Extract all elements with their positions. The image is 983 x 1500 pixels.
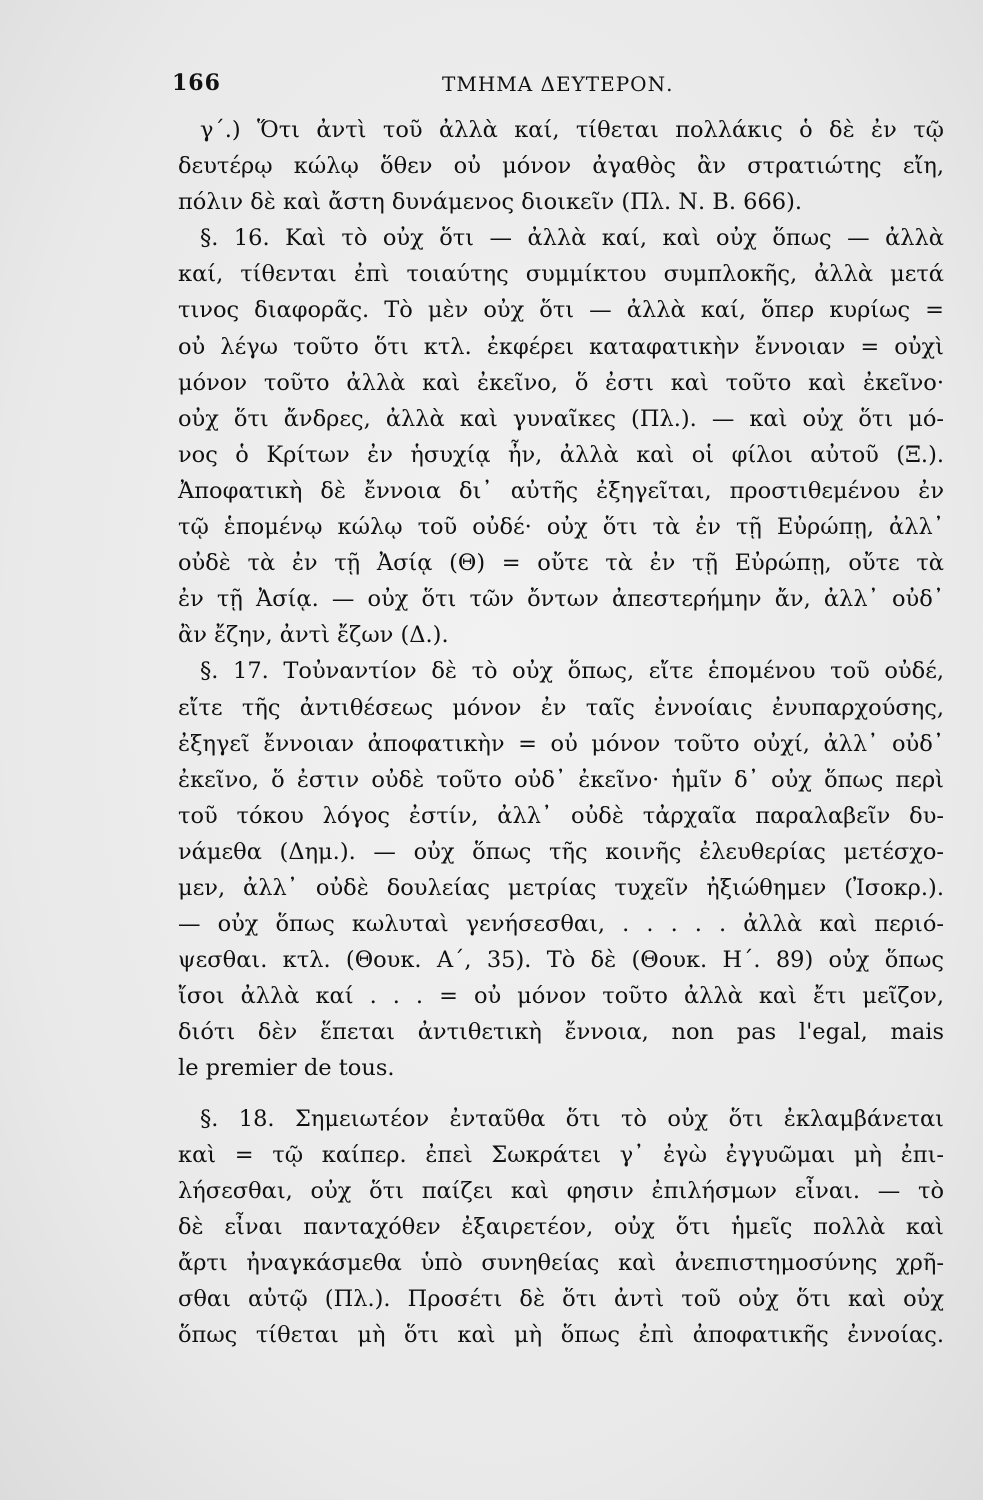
text-line: ἂν ἔζην, ἀντὶ ἔζων (Δ.). — [178, 622, 449, 649]
text-line: ἐν τῇ Ἀσίᾳ. — οὐχ ὅτι τῶν ὄντων ἀπεστερήμην ἄν, ἀλλ᾽ οὐδ᾽ — [178, 586, 944, 613]
text-line: δὲ εἶναι πανταχόθεν ἐξαιρετέον, οὐχ ὅτι ἡμεῖς πολλὰ καὶ — [178, 1213, 944, 1240]
section-16-heading-line: §. 16. Καὶ τὸ οὐχ ὅτι — ἀλλὰ καί, καὶ οὐχ ὅπως — ἀλλὰ — [200, 225, 944, 252]
text-line: οὐδὲ τὰ ἐν τῇ Ἀσίᾳ (Θ) = οὔτε τὰ ἐν τῇ Εὐρώπῃ, οὔτε τὰ — [178, 550, 944, 577]
running-head: ΤΜΗΜΑ ΔΕΥΤΕΡΟΝ. — [442, 72, 674, 96]
text-line: ἄρτι ἠναγκάσμεθα ὑπὸ συνηθείας καὶ ἀνεπιστημοσύνης χρῆ- — [178, 1249, 944, 1276]
text-line: εἴτε τῆς ἀντιθέσεως μόνον ἐν ταῖς ἐννοίαις ἐνυπαρχούσης, — [178, 694, 944, 721]
text-line: λήσεσθαι, οὐχ ὅτι παίζει καὶ φησιν ἐπιλήσμων εἶναι. — τὸ — [178, 1177, 944, 1204]
text-line: ἐκεῖνο, ὅ ἐστιν οὐδὲ τοῦτο οὐδ᾽ ἐκεῖνο· ἡμῖν δ᾽ οὐχ ὅπως περὶ — [178, 766, 944, 793]
section-17-heading-line: §. 17. Τοὐναντίον δὲ τὸ οὐχ ὅπως, εἴτε ἑπομένου τοῦ οὐδέ, — [200, 658, 944, 685]
text-line: νος ὁ Κρίτων ἐν ἡσυχίᾳ ἦν, ἀλλὰ καὶ οἱ φίλοι αὐτοῦ (Ξ.). — [178, 441, 944, 468]
text-line: καὶ = τῷ καίπερ. ἐπεὶ Σωκράτει γ᾽ ἐγὼ ἐγγυῶμαι μὴ ἐπι- — [178, 1141, 944, 1168]
text-line: μόνον τοῦτο ἀλλὰ καὶ ἐκεῖνο, ὅ ἐστι καὶ τοῦτο καὶ ἐκεῖνο· — [178, 369, 944, 396]
text-line: μεν, ἀλλ᾽ οὐδὲ δουλείας μετρίας τυχεῖν ἠξιώθημεν (Ἰσοκρ.). — [178, 874, 944, 901]
text-line: δευτέρῳ κώλῳ ὅθεν οὐ μόνον ἀγαθὸς ἂν στρατιώτης εἴη, — [178, 153, 944, 180]
text-line: ἐξηγεῖ ἔννοιαν ἀποφατικὴν = οὐ μόνον τοῦτο οὐχί, ἀλλ᾽ οὐδ᾽ — [178, 730, 944, 757]
text-line: πόλιν δὲ καὶ ἄστη δυνάμενος διοικεῖν (Πλ. Ν. Β. 666). — [178, 189, 803, 216]
text-line: νάμεθα (Δημ.). — οὐχ ὅπως τῆς κοινῆς ἐλευθερίας μετέσχο- — [178, 838, 944, 865]
body-text — [178, 112, 944, 1353]
text-line: σθαι αὐτῷ (Πλ.). Προσέτι δὲ ὅτι ἀντὶ τοῦ οὐχ ὅτι καὶ οὐχ — [178, 1286, 944, 1312]
text-line: γ΄.) Ὅτι ἀντὶ τοῦ ἀλλὰ καί, τίθεται πολλάκις ὁ δὲ ἐν τῷ — [200, 117, 944, 143]
section-18-heading-line: §. 18. Σημειωτέον ἐνταῦθα ὅτι τὸ οὐχ ὅτι ἐκλαμβάνεται — [200, 1105, 944, 1132]
text-line: οὐ λέγω τοῦτο ὅτι κτλ. ἐκφέρει καταφατικὴν ἔννοιαν = οὐχὶ — [178, 333, 944, 360]
text-line: τινος διαφορᾶς. Τὸ μὲν οὐχ ὅτι — ἀλλὰ καί, ὅπερ κυρίως = — [178, 297, 944, 324]
text-line: le premier de tous. — [178, 1055, 395, 1082]
text-line: ἴσοι ἀλλὰ καί . . . = οὐ μόνον τοῦτο ἀλλὰ καὶ ἔτι μεῖζον, — [178, 983, 944, 1010]
page-header — [172, 70, 942, 100]
text-line: διότι δὲν ἕπεται ἀντιθετικὴ ἔννοια, non pas l'egal, mais — [178, 1019, 944, 1046]
text-line: καί, τίθενται ἐπὶ τοιαύτης συμμίκτου συμπλοκῆς, ἀλλὰ μετά — [178, 261, 944, 288]
text-line: τοῦ τόκου λόγος ἐστίν, ἀλλ᾽ οὐδὲ τἀρχαῖα παραλαβεῖν δυ- — [178, 802, 944, 829]
text-line: τῷ ἑπομένῳ κώλῳ τοῦ οὐδέ· οὐχ ὅτι τὰ ἐν τῇ Εὐρώπῃ, ἀλλ᾽ — [178, 514, 944, 541]
text-line: ψεσθαι. κτλ. (Θουκ. Α΄, 35). Τὸ δὲ (Θουκ. Η΄. 89) οὐχ ὅπως — [178, 947, 944, 974]
text-line: Ἀποφατικὴ δὲ ἔννοια δι᾽ αὐτῆς ἐξηγεῖται, προστιθεμένου ἐν — [178, 477, 944, 504]
text-line: ὅπως τίθεται μὴ ὅτι καὶ μὴ ὅπως ἐπὶ ἀποφατικῆς ἐννοίας. — [178, 1322, 944, 1349]
page-number: 166 — [172, 70, 221, 96]
text-line: οὐχ ὅτι ἄνδρες, ἀλλὰ καὶ γυναῖκες (Πλ.). — καὶ οὐχ ὅτι μό- — [178, 405, 944, 432]
text-line: — οὐχ ὅπως κωλυταὶ γενήσεσθαι, . . . . . ἀλλὰ καὶ περιό- — [178, 911, 944, 938]
